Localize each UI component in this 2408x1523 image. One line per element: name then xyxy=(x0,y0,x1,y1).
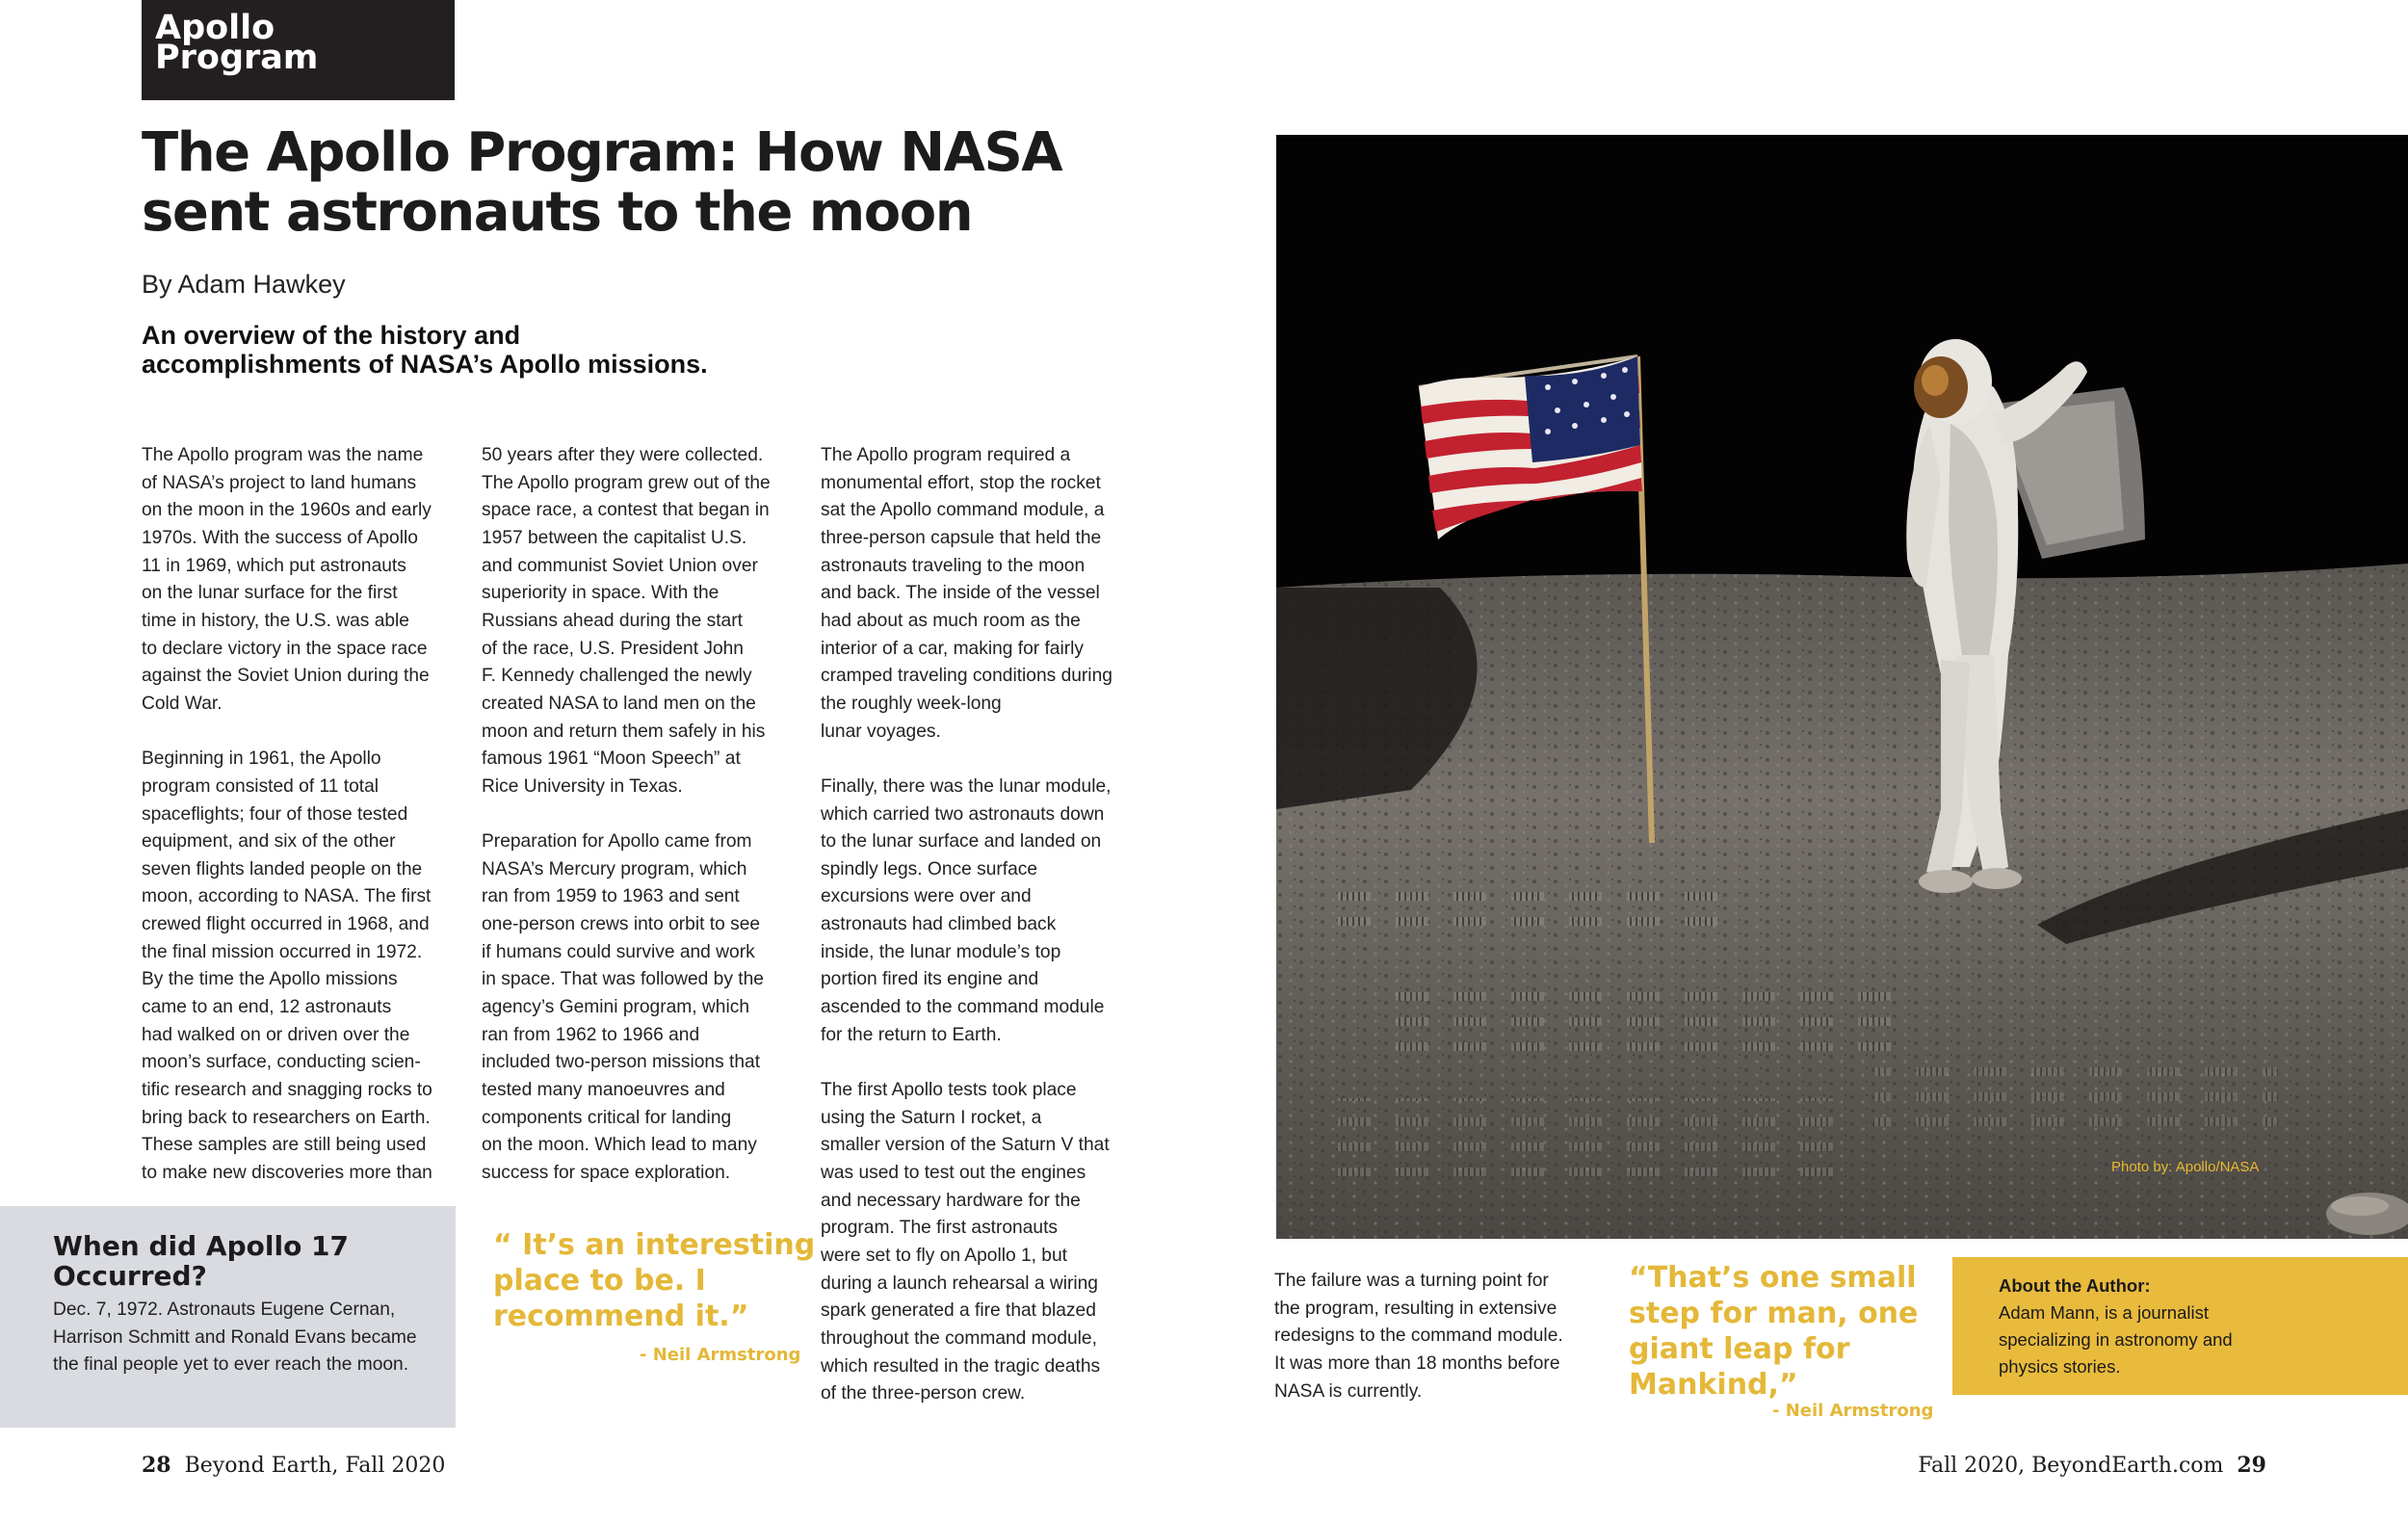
pull-quote-1 xyxy=(493,1227,815,1334)
sidebar-title xyxy=(53,1231,436,1291)
quote2-line2: step for man, one xyxy=(1629,1297,1919,1330)
about-line2: specializing in astronomy and xyxy=(1999,1329,2233,1350)
page-number-left: 28 xyxy=(142,1453,171,1478)
footer-right xyxy=(1918,1453,2266,1478)
body-paragraph: The Apollo program was the name of NASA’s project to land humans on the moon in the 1960s and early 1970s. With the success of Apollo 11 in 1969, which put astronauts on the lunar surface for the first time in history, the U.S. was able to declare victory in the space race against the Soviet Union during the Cold War. xyxy=(142,445,432,714)
body-paragraph: Beginning in 1961, the Apollo program consisted of 11 total spaceflights; four of those tested equipment, and six of the other seven flights landed people on the moon, according to NASA. The first crewed flight occurred in 1968, and the final mission occurred in 1972. By the time the Apollo missions came to an end, 12 astronauts had walked on or driven over the moon’s surface, conducting scien- tific research and snagging rocks to bring back to researchers on Earth. These samples are still being used to make new discoveries more than xyxy=(142,748,432,1184)
about-author-title: About the Author: xyxy=(1999,1275,2151,1296)
quote1-line3: recommend it.” xyxy=(493,1300,749,1333)
body-column-2 xyxy=(482,442,804,1188)
sidebar-text xyxy=(53,1297,436,1379)
quote1-attribution: - Neil Armstrong xyxy=(640,1345,801,1365)
headline-line1: The Apollo Program: How NASA xyxy=(142,121,1062,184)
byline: By Adam Hawkey xyxy=(142,270,346,299)
pull-quote-2 xyxy=(1629,1260,1918,1403)
body-column-4 xyxy=(1274,1268,1597,1405)
quote1-line1: “ It’s an interesting xyxy=(493,1228,816,1262)
about-author-box xyxy=(1952,1257,2408,1395)
deck-line2: accomplishments of NASA’s Apollo missions. xyxy=(142,350,708,379)
body-column-3 xyxy=(821,442,1143,1408)
footer-left-text: Beyond Earth, Fall 2020 xyxy=(184,1454,446,1478)
moon-landing-photo xyxy=(1276,135,2408,1239)
body-paragraph: Finally, there was the lunar module, which carried two astronauts down to the lunar surface and landed on spindly legs. Once surface excursions were over and astronauts had climbed back inside, the lunar module’s top portion fired its engine and ascended to the command module for the return to Earth. xyxy=(821,775,1112,1045)
footer-right-text: Fall 2020, BeyondEarth.com xyxy=(1918,1454,2224,1478)
astronaut-flag-illustration xyxy=(1276,135,2408,1239)
section-tag-line1: Apollo xyxy=(155,9,275,47)
photo-credit: Photo by: Apollo/NASA xyxy=(2111,1159,2260,1175)
quote2-line3: giant leap for xyxy=(1629,1332,1850,1366)
article-headline xyxy=(142,121,1062,244)
page-number-right: 29 xyxy=(2237,1453,2266,1478)
sidebar-text-line3: the final people yet to ever reach the moon. xyxy=(53,1354,409,1375)
quote2-line1: “That’s one small xyxy=(1629,1261,1917,1295)
body-paragraph: Preparation for Apollo came from NASA’s Mercury program, which ran from 1959 to 1963 and sent one-person crews into orbit to see if humans could survive and work in space. That was followed by the agency’s Gemini program, which ran from 1962 to 1966 and included two-person missions that tested many manoeuvres and components critical for landing on the moon. Which lead to many success for space exploration. xyxy=(482,831,764,1184)
about-line1: Adam Mann, is a journalist xyxy=(1999,1302,2209,1323)
body-column-1 xyxy=(142,442,464,1188)
about-author-text xyxy=(1999,1300,2389,1380)
body-paragraph: The Apollo program required a monumental effort, stop the rocket sat the Apollo command module, a three-person capsule that held the astronauts traveling to the moon and back. The inside of the vessel had about as much room as the interior of a car, making for fairly cramped traveling conditions during the roughly week-long lunar voyages. xyxy=(821,445,1112,742)
footer-left xyxy=(142,1453,445,1478)
about-line3: physics stories. xyxy=(1999,1356,2121,1377)
quote1-line2: place to be. I xyxy=(493,1264,706,1298)
section-tag-line2: Program xyxy=(155,39,319,77)
sidebar-title-line2: Occurred? xyxy=(53,1260,207,1292)
quote2-attribution: - Neil Armstrong xyxy=(1772,1401,1934,1421)
deck-line1: An overview of the history and xyxy=(142,321,521,350)
sidebar-text-line2: Harrison Schmitt and Ronald Evans became xyxy=(53,1326,417,1348)
section-tag xyxy=(142,0,455,100)
sidebar-box xyxy=(0,1206,456,1428)
body-paragraph: The failure was a turning point for the program, resulting in extensive redesigns to the command module. It was more than 18 months before NASA is currently. xyxy=(1274,1271,1563,1402)
quote2-line4: Mankind,” xyxy=(1629,1368,1798,1402)
body-paragraph: The first Apollo tests took place using the Saturn I rocket, a smaller version of the Saturn V that was used to test out the engines and necessary hardware for the program. The first astronauts were set to fly on Apollo 1, but during a launch rehearsal a wiring spark generated a fire that blazed throughout the command module, which resulted in the tragic deaths of the three-person crew. xyxy=(821,1080,1110,1405)
body-paragraph: 50 years after they were collected. The Apollo program grew out of the space race, a contest that began in 1957 between the capitalist U.S. and communist Soviet Union over superiority in space. With the Russians ahead during the start of the race, U.S. President John F. Kennedy challenged the newly created NASA to land men on the moon and return them safely in his famous 1961 “Moon Speech” at Rice University in Texas. xyxy=(482,445,771,797)
sidebar-text-line1: Dec. 7, 1972. Astronauts Eugene Cernan, xyxy=(53,1300,396,1320)
article-deck xyxy=(142,321,816,379)
sidebar-title-line1: When did Apollo 17 xyxy=(53,1230,350,1262)
headline-line2: sent astronauts to the moon xyxy=(142,181,973,244)
